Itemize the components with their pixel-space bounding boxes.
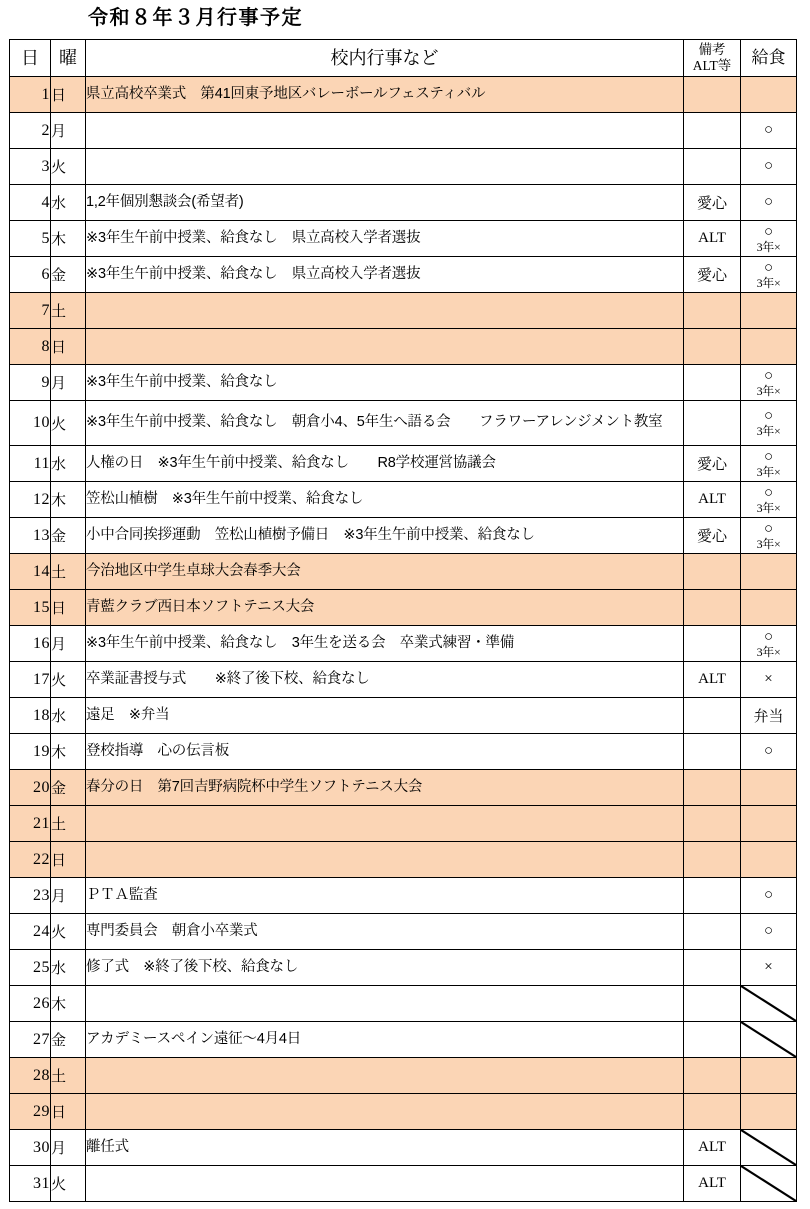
column-header-remarks-line1: 備考 [698,42,726,58]
lunch-status-stack [741,485,796,515]
cell-remarks [684,914,741,950]
cell-day-number: 18 [10,698,51,734]
cell-weekday: 火 [51,401,86,446]
cell-day-number: 14 [10,554,51,590]
table-row [10,770,797,806]
lunch-status-primary: ○ [763,628,774,645]
cell-remarks [684,986,741,1022]
cell-events: 小中合同挨拶運動 笠松山植樹予備日 ※3年生午前中授業、給食なし [86,518,684,554]
column-header-events: 校内行事など [86,40,684,77]
cell-lunch [741,401,797,446]
cell-day-number: 16 [10,626,51,662]
cell-weekday: 木 [51,221,86,257]
cell-day-number: 29 [10,1094,51,1130]
table-row [10,293,797,329]
cell-remarks: ALT [684,1166,741,1202]
lunch-status-exception: 3年× [756,644,781,659]
cell-remarks: 愛心 [684,257,741,293]
cell-events [86,1094,684,1130]
cell-events [86,293,684,329]
table-row [10,1130,797,1166]
cell-remarks: ALT [684,662,741,698]
cell-weekday: 金 [51,770,86,806]
cell-lunch [741,842,797,878]
cell-remarks: 愛心 [684,518,741,554]
cell-day-number: 15 [10,590,51,626]
cell-day-number: 30 [10,1130,51,1166]
cell-day-number: 17 [10,662,51,698]
cell-day-number: 6 [10,257,51,293]
cell-day-number: 3 [10,149,51,185]
cell-remarks [684,1022,741,1058]
cell-lunch [741,1130,797,1166]
cell-events: 修了式 ※終了後下校、給食なし [86,950,684,986]
page-title: 令和８年３月行事予定 [88,7,303,29]
cell-events: ※3年生午前中授業、給食なし [86,365,684,401]
cell-weekday: 水 [51,698,86,734]
lunch-status-stack [741,521,796,551]
cell-day-number: 27 [10,1022,51,1058]
cell-events: ※3年生午前中授業、給食なし 県立高校入学者選抜 [86,257,684,293]
cell-remarks [684,878,741,914]
table-row [10,734,797,770]
cell-remarks [684,554,741,590]
cell-lunch [741,1166,797,1202]
cell-day-number: 26 [10,986,51,1022]
cell-remarks: ALT [684,221,741,257]
diagonal-strike-icon [741,1022,796,1057]
column-header-remarks [684,40,741,77]
cell-events [86,842,684,878]
cell-lunch [741,626,797,662]
cell-remarks [684,365,741,401]
table-row [10,950,797,986]
cell-day-number: 20 [10,770,51,806]
cell-weekday: 日 [51,1094,86,1130]
cell-remarks: ALT [684,1130,741,1166]
cell-day-number: 21 [10,806,51,842]
cell-events: 県立高校卒業式 第41回東予地区バレーボールフェスティバル [86,77,684,113]
cell-events: ※3年生午前中授業、給食なし 朝倉小4、5年生へ語る会 フラワーアレンジメント教室 [86,401,684,446]
lunch-status-exception: 3年× [756,500,781,515]
cell-events: ＰＴＡ監査 [86,878,684,914]
cell-day-number: 23 [10,878,51,914]
cell-remarks [684,149,741,185]
calendar-table-wrapper [9,39,796,1202]
cell-weekday: 土 [51,293,86,329]
cell-events: 卒業証書授与式 ※終了後下校、給食なし [86,662,684,698]
cell-remarks [684,401,741,446]
cell-remarks [684,698,741,734]
cell-remarks [684,770,741,806]
cell-weekday: 水 [51,446,86,482]
cell-day-number: 1 [10,77,51,113]
column-header-lunch: 給食 [741,40,797,77]
cell-weekday: 日 [51,842,86,878]
cell-remarks [684,734,741,770]
cell-lunch: ○ [741,185,797,221]
cell-weekday: 火 [51,1166,86,1202]
cell-remarks [684,113,741,149]
column-header-remarks-line2: ALT等 [692,58,732,73]
table-row [10,554,797,590]
cell-events: アカデミースペイン遠征～4月4日 [86,1022,684,1058]
lunch-status-primary: ○ [763,484,774,501]
diagonal-strike-icon [741,986,796,1021]
cell-events [86,149,684,185]
cell-weekday: 火 [51,662,86,698]
cell-remarks [684,329,741,365]
cell-weekday: 日 [51,77,86,113]
cell-remarks: 愛心 [684,185,741,221]
table-header [10,40,797,77]
table-row [10,590,797,626]
table-row [10,185,797,221]
cell-remarks [684,806,741,842]
cell-events: 春分の日 第7回吉野病院杯中学生ソフトテニス大会 [86,770,684,806]
table-row [10,1094,797,1130]
table-row [10,1022,797,1058]
cell-remarks [684,842,741,878]
cell-lunch [741,329,797,365]
lunch-status-exception: 3年× [756,239,781,254]
cell-weekday: 金 [51,518,86,554]
cell-events [86,806,684,842]
table-row [10,329,797,365]
table-row [10,77,797,113]
cell-events: 専門委員会 朝倉小卒業式 [86,914,684,950]
cell-lunch [741,77,797,113]
cell-lunch: × [741,950,797,986]
lunch-status-exception: 3年× [756,536,781,551]
cell-day-number: 12 [10,482,51,518]
cell-lunch [741,482,797,518]
table-row [10,1058,797,1094]
cell-weekday: 木 [51,482,86,518]
cell-weekday: 金 [51,1022,86,1058]
cell-lunch [741,221,797,257]
table-row [10,626,797,662]
cell-lunch: ○ [741,113,797,149]
cell-lunch [741,1058,797,1094]
cell-weekday: 木 [51,734,86,770]
cell-events: 今治地区中学生卓球大会春季大会 [86,554,684,590]
cell-events: 青藍クラブ西日本ソフトテニス大会 [86,590,684,626]
cell-events [86,113,684,149]
cell-weekday: 水 [51,950,86,986]
cell-lunch [741,770,797,806]
cell-weekday: 月 [51,1130,86,1166]
table-row [10,221,797,257]
cell-weekday: 土 [51,806,86,842]
cell-remarks [684,1058,741,1094]
cell-day-number: 25 [10,950,51,986]
table-body [10,77,797,1202]
cell-day-number: 11 [10,446,51,482]
cell-events: 遠足 ※弁当 [86,698,684,734]
cell-weekday: 木 [51,986,86,1022]
cell-lunch [741,806,797,842]
cell-lunch [741,257,797,293]
cell-lunch [741,986,797,1022]
header-row [10,40,797,77]
lunch-status-exception: 3年× [756,383,781,398]
cell-events: ※3年生午前中授業、給食なし 3年生を送る会 卒業式練習・準備 [86,626,684,662]
cell-weekday: 火 [51,914,86,950]
cell-weekday: 土 [51,554,86,590]
cell-lunch [741,590,797,626]
cell-events: 離任式 [86,1130,684,1166]
column-header-day: 日 [10,40,51,77]
cell-lunch: ○ [741,734,797,770]
table-row [10,149,797,185]
cell-day-number: 31 [10,1166,51,1202]
lunch-status-stack [741,260,796,290]
cell-remarks [684,626,741,662]
table-row [10,482,797,518]
cell-events [86,329,684,365]
cell-day-number: 13 [10,518,51,554]
cell-weekday: 火 [51,149,86,185]
cell-weekday: 月 [51,626,86,662]
table-row [10,878,797,914]
lunch-status-primary: ○ [763,520,774,537]
table-row [10,986,797,1022]
cell-lunch: ○ [741,878,797,914]
table-row [10,1166,797,1202]
table-row [10,113,797,149]
cell-events: ※3年生午前中授業、給食なし 県立高校入学者選抜 [86,221,684,257]
lunch-status-exception: 3年× [756,464,781,479]
table-row [10,257,797,293]
diagonal-strike-icon [741,1130,796,1165]
cell-weekday: 月 [51,113,86,149]
cell-weekday: 水 [51,185,86,221]
cell-weekday: 日 [51,590,86,626]
cell-weekday: 土 [51,1058,86,1094]
cell-lunch [741,1094,797,1130]
column-header-weekday: 曜 [51,40,86,77]
cell-remarks [684,77,741,113]
table-row [10,698,797,734]
lunch-status-stack [741,629,796,659]
cell-weekday: 金 [51,257,86,293]
cell-remarks [684,590,741,626]
cell-events: 1,2年個別懇談会(希望者) [86,185,684,221]
lunch-status-primary: ○ [763,408,774,424]
cell-events [86,986,684,1022]
cell-day-number: 10 [10,401,51,446]
table-row [10,518,797,554]
cell-events: 笠松山植樹 ※3年生午前中授業、給食なし [86,482,684,518]
cell-day-number: 8 [10,329,51,365]
lunch-status-primary: ○ [763,448,774,465]
cell-day-number: 22 [10,842,51,878]
cell-lunch [741,446,797,482]
cell-lunch [741,1022,797,1058]
lunch-status-primary: ○ [763,223,774,240]
table-row [10,365,797,401]
cell-weekday: 月 [51,878,86,914]
cell-remarks: 愛心 [684,446,741,482]
cell-day-number: 2 [10,113,51,149]
lunch-status-stack [741,224,796,254]
lunch-status-stack [741,368,796,398]
lunch-status-primary: ○ [763,367,774,384]
lunch-status-exception: 3年× [756,424,781,438]
lunch-status-primary: ○ [763,259,774,276]
cell-remarks [684,293,741,329]
lunch-status-exception: 3年× [756,275,781,290]
cell-remarks [684,1094,741,1130]
cell-weekday: 月 [51,365,86,401]
cell-remarks [684,950,741,986]
cell-lunch: ○ [741,149,797,185]
cell-day-number: 19 [10,734,51,770]
cell-lunch [741,518,797,554]
lunch-status-stack [741,408,796,438]
cell-lunch [741,554,797,590]
cell-day-number: 5 [10,221,51,257]
cell-events [86,1058,684,1094]
cell-remarks: ALT [684,482,741,518]
cell-day-number: 4 [10,185,51,221]
table-row [10,806,797,842]
monthly-schedule-table [9,39,797,1202]
cell-day-number: 9 [10,365,51,401]
lunch-status-stack [741,449,796,479]
cell-day-number: 7 [10,293,51,329]
cell-weekday: 日 [51,329,86,365]
cell-events: 登校指導 心の伝言板 [86,734,684,770]
cell-lunch: ○ [741,914,797,950]
cell-events: 人権の日 ※3年生午前中授業、給食なし R8学校運営協議会 [86,446,684,482]
table-row [10,842,797,878]
table-row [10,446,797,482]
table-row [10,914,797,950]
cell-day-number: 28 [10,1058,51,1094]
cell-day-number: 24 [10,914,51,950]
diagonal-strike-icon [741,1166,796,1201]
cell-lunch [741,293,797,329]
cell-lunch [741,365,797,401]
cell-events [86,1166,684,1202]
table-row [10,662,797,698]
table-row [10,401,797,446]
cell-lunch: 弁当 [741,698,797,734]
cell-lunch: × [741,662,797,698]
